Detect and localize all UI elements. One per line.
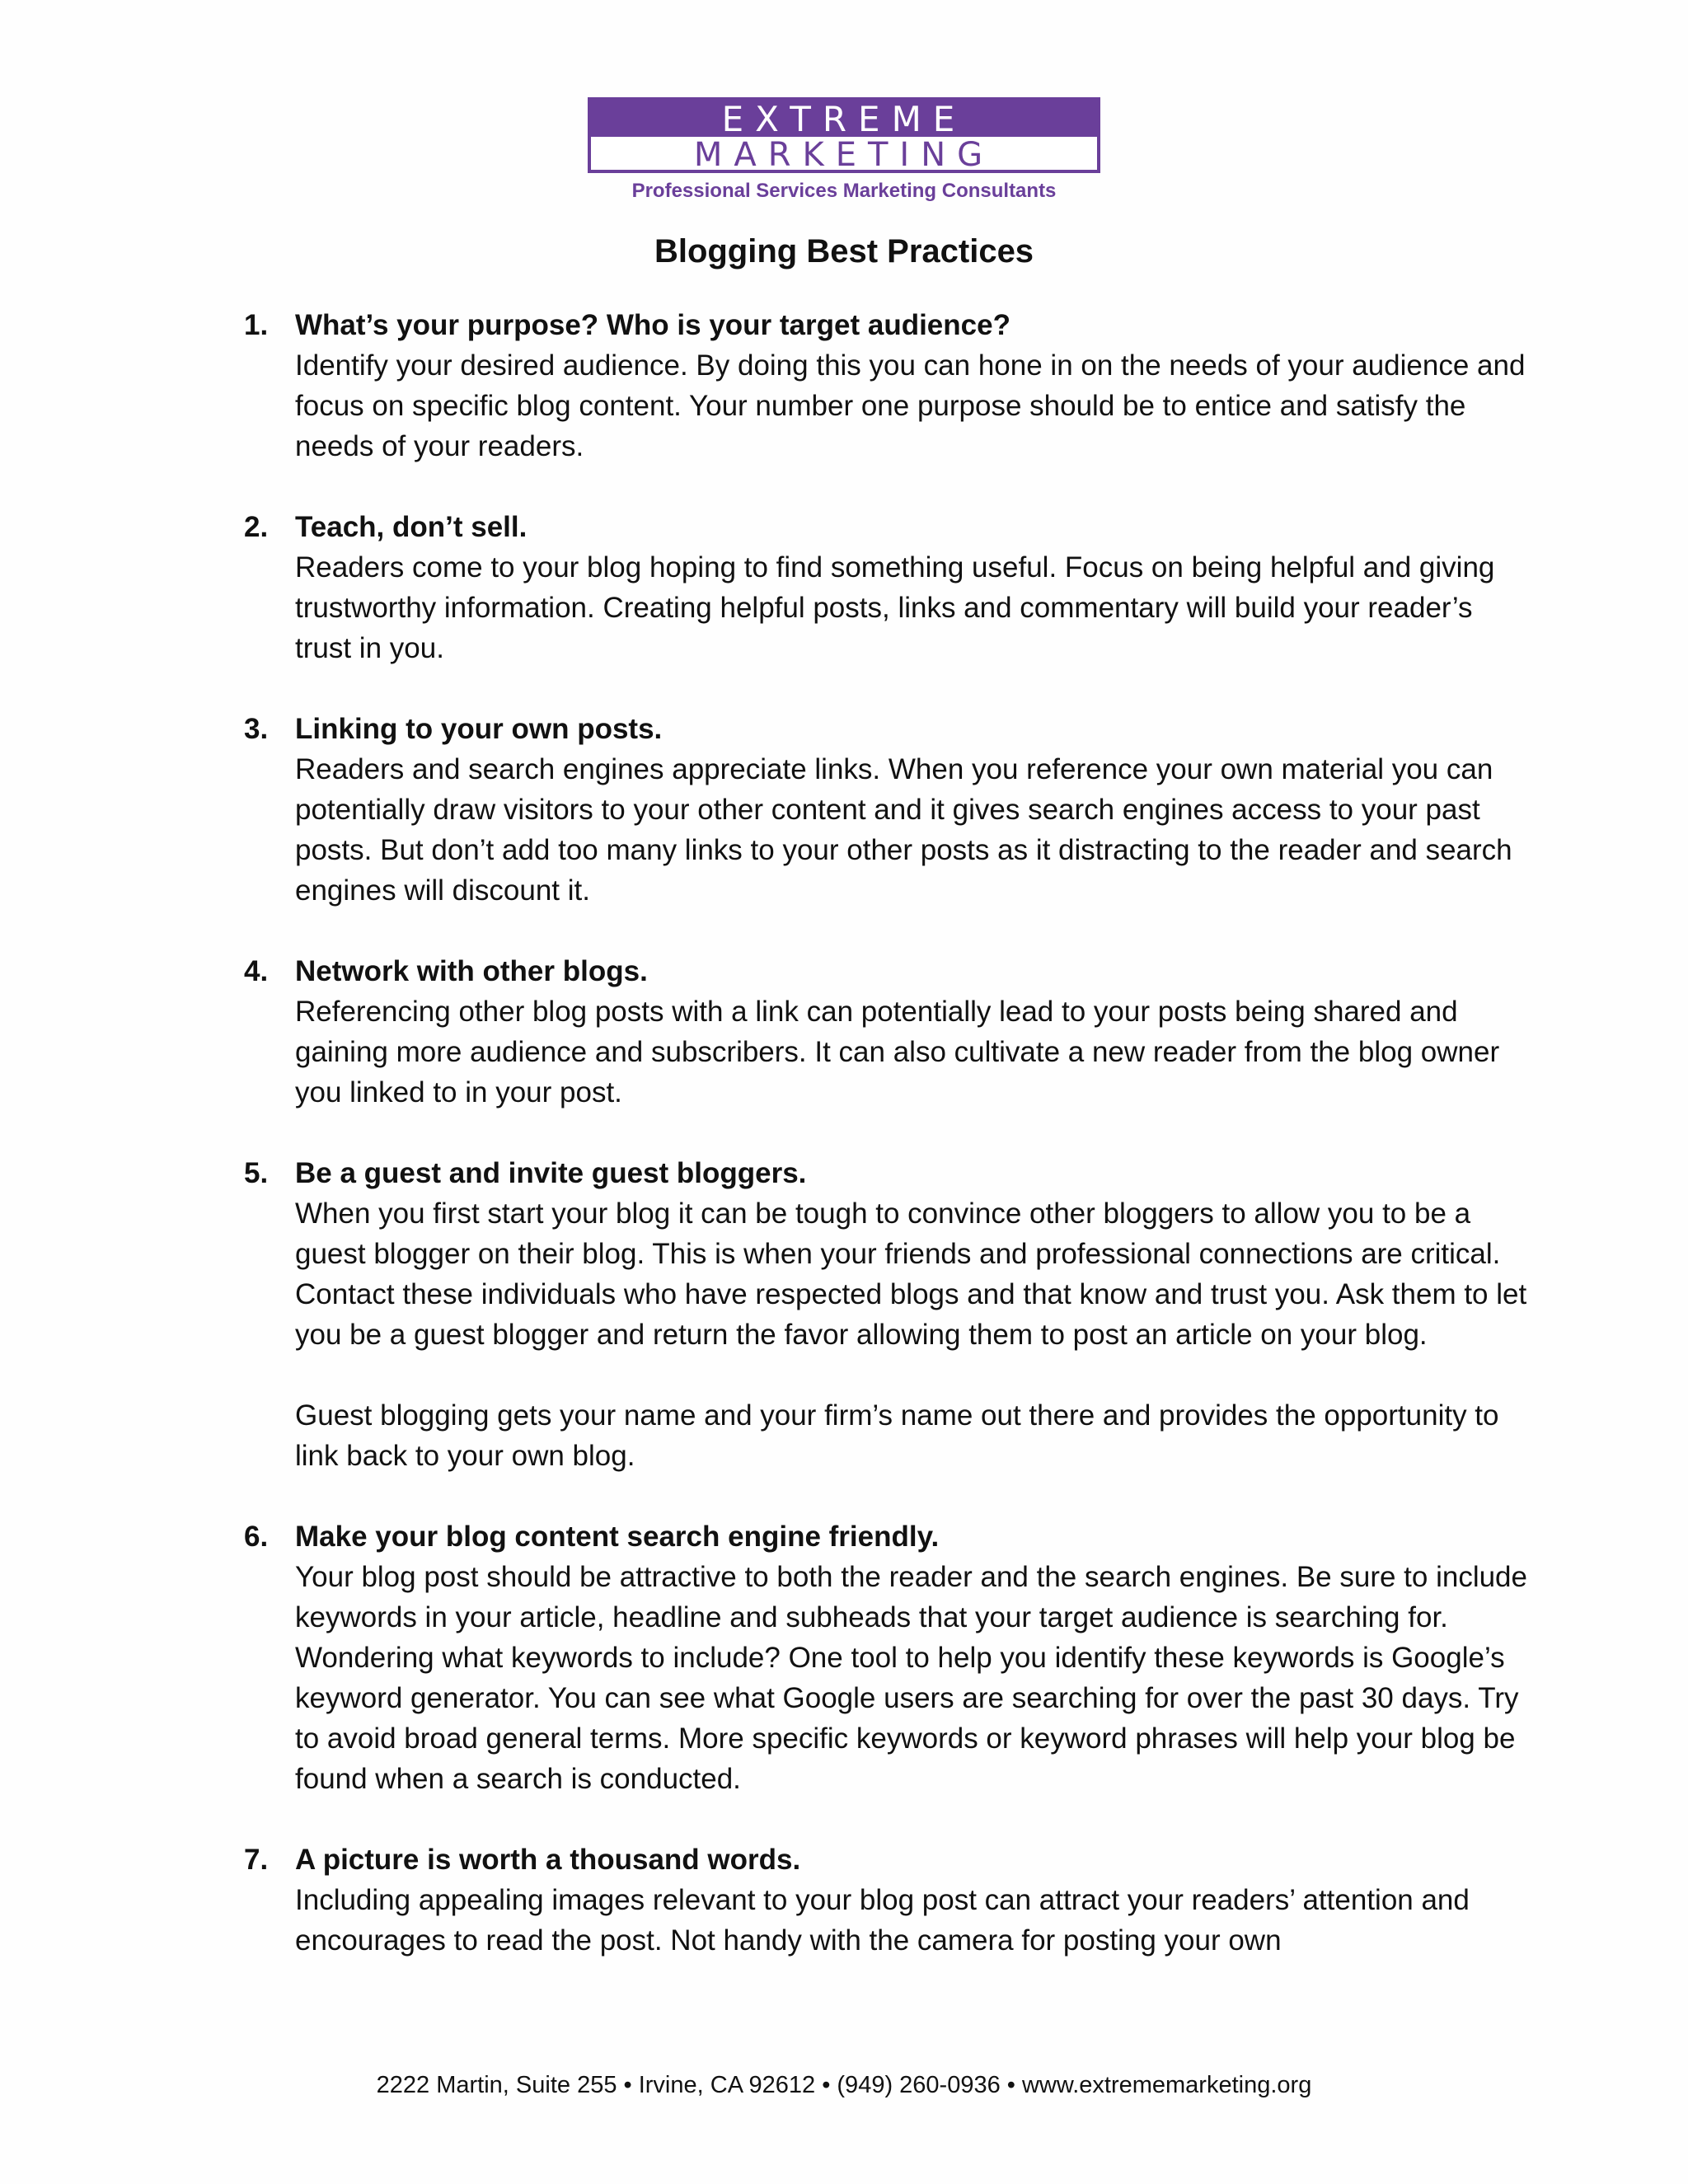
list-item-heading: Be a guest and invite guest bloggers. — [295, 1157, 807, 1189]
list-item-paragraph: Guest blogging gets your name and your firm’s name out there and provides the opportunity to link back to your own blog. — [295, 1399, 1499, 1472]
list-item — [244, 1153, 1530, 1476]
list-item-paragraph: Readers come to your blog hoping to find something useful. Focus on being helpful and giving trustworthy information. Creating helpful posts, links and commentary will build your reader’s trust in you. — [295, 551, 1495, 664]
logo-line-1: EXTREME — [591, 101, 1097, 137]
list-item-heading: Network with other blogs. — [295, 955, 648, 987]
list-item — [244, 1516, 1530, 1799]
list-item-paragraph: When you first start your blog it can be tough to convince other bloggers to allow you to be a guest blogger on their blog. This is when your friends and professional connections are critical. Contact these individuals who have respected blogs and that know and trust you. Ask them to let you be a guest blogger and return the favor allowing them to post an article on your blog. — [295, 1197, 1527, 1351]
list-item-heading: Make your blog content search engine friendly. — [295, 1521, 940, 1553]
list-item-content — [295, 951, 1530, 1113]
list-item-number: 6. — [244, 1521, 269, 1553]
list-item-paragraph: Identify your desired audience. By doing this you can hone in on the needs of your audience and focus on specific blog content. Your number one purpose should be to entice and satisfy the needs of your readers. — [295, 349, 1526, 462]
company-logo — [588, 97, 1100, 203]
list-item-paragraph: Referencing other blog posts with a link can potentially lead to your posts being shared and gaining more audience and subscribers. It can also cultivate a new reader from the blog owner you linked to in your post. — [295, 996, 1500, 1108]
logo-line-2: MARKETING — [693, 136, 995, 174]
list-item-number: 7. — [244, 1844, 269, 1876]
document-title: Blogging Best Practices — [654, 233, 1034, 269]
logo-tagline: Professional Services Marketing Consultants — [631, 180, 1057, 202]
logo-box — [588, 97, 1100, 173]
list-item-number: 5. — [244, 1157, 269, 1189]
list-item-number: 2. — [244, 511, 269, 543]
list-item — [244, 305, 1530, 466]
list-item-content — [295, 1516, 1530, 1799]
list-item-heading: Teach, don’t sell. — [295, 511, 528, 543]
list-item-number: 4. — [244, 955, 269, 987]
list-item-number: 1. — [244, 309, 269, 341]
list-item-heading: A picture is worth a thousand words. — [295, 1844, 801, 1876]
list-item-heading: What’s your purpose? Who is your target audience? — [295, 309, 1010, 341]
list-item-heading: Linking to your own posts. — [295, 713, 663, 745]
list-item-paragraph: Your blog post should be attractive to both the reader and the search engines. Be sure to include keywords in your article, headline and subheads that your target audience is searching for. Wondering what keywords to include? One tool to help you identify these keywords is Google’s keyword generator. You can see what Google users are searching for over the past 30 days. Try to avoid broad general terms. More specific keywords or keyword phrases will help your blog be found when a search is conducted. — [295, 1561, 1527, 1795]
list-item — [244, 507, 1530, 668]
list-item-content — [295, 1840, 1530, 1961]
list-item-paragraph: Including appealing images relevant to your blog post can attract your readers’ attention and encourages to read the post. Not handy with the camera for posting your own — [295, 1884, 1470, 1957]
list-item-content — [295, 507, 1530, 668]
list-item — [244, 1840, 1530, 1961]
list-item-content — [295, 305, 1530, 466]
list-item-content — [295, 709, 1530, 911]
list-item-content — [295, 1153, 1530, 1476]
footer-contact-line: 2222 Martin, Suite 255 • Irvine, CA 92612 • (949) 260-0936 • www.extrememarketing.org — [376, 2072, 1312, 2098]
numbered-list — [244, 305, 1530, 2001]
list-item-paragraph: Readers and search engines appreciate links. When you reference your own material you can potentially draw visitors to your other content and it gives search engines access to your past posts. But don’t add too many links to your other posts as it distracting to the reader and search engines will discount it. — [295, 753, 1512, 907]
list-item — [244, 951, 1530, 1113]
list-item-number: 3. — [244, 713, 269, 745]
list-item — [244, 709, 1530, 911]
